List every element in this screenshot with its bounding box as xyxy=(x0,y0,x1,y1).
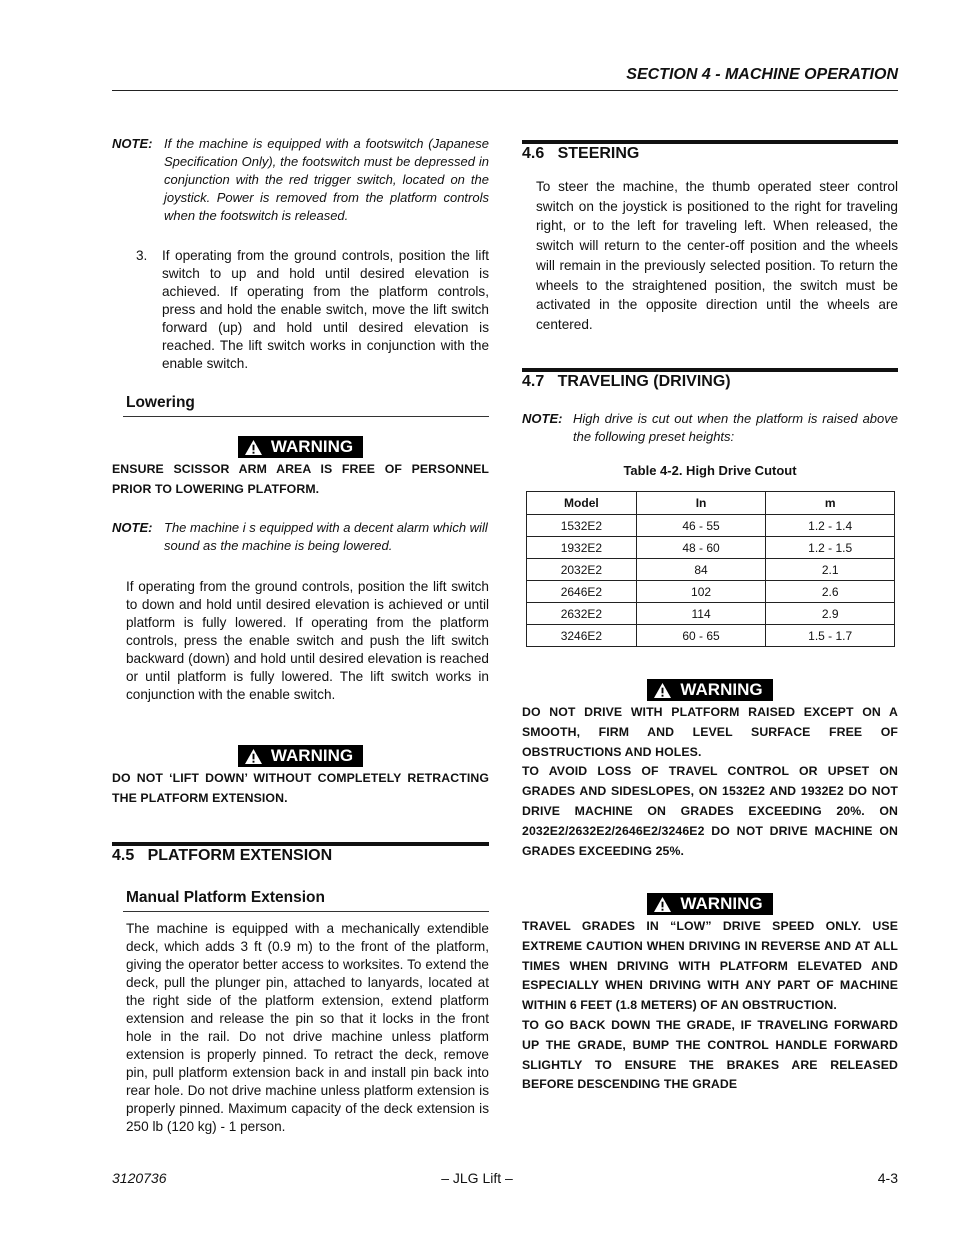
table-cell: 102 xyxy=(636,581,766,603)
section-4-7-heading: 4.7 TRAVELING (DRIVING) xyxy=(522,373,731,390)
step-3 xyxy=(136,247,489,373)
table-cell: 2632E2 xyxy=(527,603,637,625)
table-row xyxy=(527,625,895,647)
note-alarm xyxy=(112,519,489,555)
warning-paragraph: TO GO BACK DOWN THE GRADE, IF TRAVELING FORWARD UP THE GRADE, BUMP THE CONTROL HANDLE FORWARD SLIGHTLY TO ENSURE THE BRAKES ARE RELEASED BEFORE DESCENDING THE GRADE xyxy=(522,1017,898,1092)
section-4-5-rule xyxy=(112,842,489,846)
table-cell: 1932E2 xyxy=(527,537,637,559)
header-rule xyxy=(112,90,898,91)
note-label: NOTE: xyxy=(112,136,153,151)
table-header-cell: Model xyxy=(527,492,637,515)
warning-text-2: DO NOT ‘LIFT DOWN’ WITHOUT COMPLETELY RETRACTING THE PLATFORM EXTENSION. xyxy=(112,771,489,805)
table-cell: 60 - 65 xyxy=(636,625,766,647)
warning-banner-3 xyxy=(522,679,898,701)
section-header-title: SECTION 4 - MACHINE OPERATION xyxy=(626,66,898,83)
warning-triangle-icon xyxy=(653,896,672,913)
steering-paragraph: To steer the machine, the thumb operated steer control switch on the joystick is positioned to the right for traveling right, or to the left for traveling left. When released, the switch will return to the center-off position and the wheels will remain in the previously selected position. To return the wheels to the straightened position, the switch must be activated in the opposite direction until the wheels are centered. xyxy=(536,179,898,332)
note-high-drive xyxy=(522,410,898,446)
high-drive-cutout-table xyxy=(526,491,895,647)
table-header-cell: m xyxy=(766,492,895,515)
table-cell: 2646E2 xyxy=(527,581,637,603)
note-text: If the machine is equipped with a footswitch (Japanese Specification Only), the footswitch must be depressed in conjunction with the red trigger switch, located on the joystick. Power is removed from the platform controls when the footswitch is released. xyxy=(164,136,489,223)
note-text: The machine i s equipped with a decent alarm which will sound as the machine is being lowered. xyxy=(164,520,488,553)
footer-doc-number: 3120736 xyxy=(112,1170,167,1186)
note-label: NOTE: xyxy=(112,520,153,535)
footer-center: – JLG Lift – xyxy=(441,1170,513,1186)
note-label: NOTE: xyxy=(522,411,563,426)
table-header-row xyxy=(527,492,895,515)
note-text: High drive is cut out when the platform is raised above the following preset heights: xyxy=(573,411,898,444)
lowering-heading: Lowering xyxy=(126,394,195,411)
table-cell: 2.1 xyxy=(766,559,895,581)
step-number: 3. xyxy=(136,248,148,263)
table-cell: 1.2 - 1.5 xyxy=(766,537,895,559)
table-cell: 3246E2 xyxy=(527,625,637,647)
warning-paragraph: DO NOT DRIVE WITH PLATFORM RAISED EXCEPT ON A SMOOTH, FIRM AND LEVEL SURFACE FREE OF OBSTRUCTIONS AND HOLES. xyxy=(522,705,898,759)
note-footswitch xyxy=(112,135,489,225)
warning-label: WARNING xyxy=(680,680,763,699)
lowering-paragraph: If operating from the ground controls, position the lift switch to down and hold until desired elevation is achieved or until platform is fully lowered. If operating from the platform controls, press the enable switch and push the lift switch backward (down) and hold until desired elevation is reached or until platform is fully lowered. The lift switch works in conjunction with the enable switch. xyxy=(126,579,489,702)
warning-label: WARNING xyxy=(680,894,763,913)
table-cell: 48 - 60 xyxy=(636,537,766,559)
table-row xyxy=(527,603,895,625)
warning-banner-1 xyxy=(112,436,489,458)
table-cell: 1.5 - 1.7 xyxy=(766,625,895,647)
warning-text-3 xyxy=(522,703,898,861)
warning-triangle-icon xyxy=(244,748,263,765)
table-row xyxy=(527,581,895,603)
table-cell: 1532E2 xyxy=(527,515,637,537)
table-cell: 114 xyxy=(636,603,766,625)
table-row xyxy=(527,537,895,559)
section-4-7-rule xyxy=(522,368,898,372)
table-cell: 2.9 xyxy=(766,603,895,625)
table-cell: 46 - 55 xyxy=(636,515,766,537)
footer-page-number: 4-3 xyxy=(877,1170,898,1186)
table-cell: 2032E2 xyxy=(527,559,637,581)
lowering-rule xyxy=(123,416,489,417)
section-4-5-heading: 4.5 PLATFORM EXTENSION xyxy=(112,847,333,864)
warning-text-4 xyxy=(522,917,898,1095)
manual-extension-heading: Manual Platform Extension xyxy=(126,889,325,906)
step-text: If operating from the ground controls, position the lift switch to up and hold until desired elevation is achieved. If operating from the platform controls, press and hold the enable switch, move the lift switch forward (up) and hold until desired elevation is reached. The lift switch works in conjunction with the enable switch. xyxy=(162,248,489,371)
warning-label: WARNING xyxy=(270,746,354,765)
table-cell: 2.6 xyxy=(766,581,895,603)
manual-extension-paragraph: The machine is equipped with a mechanically extendible deck, which adds 3 ft (0.9 m) to the front of the platform, giving the operator better access to worksites. To extend the deck, pull the plunger pin, attached to lanyards, located at the right side of the platform extension, extend platform extension and release the pin so that it locks in the front hole in the rail. Do not drive machine unless platform extension is properly pinned. To retract the deck, remove pin, pull platform extension back in and install pin back into rear hole. Do not drive machine unless platform extension is properly pinned. Maximum capacity of the deck extension is 250 lb (120 kg) - 1 person. xyxy=(126,921,489,1134)
table-row xyxy=(527,515,895,537)
table-row xyxy=(527,559,895,581)
warning-text-1: ENSURE SCISSOR ARM AREA IS FREE OF PERSONNEL PRIOR TO LOWERING PLATFORM. xyxy=(112,462,489,496)
table-cell: 84 xyxy=(636,559,766,581)
warning-label: WARNING xyxy=(270,437,354,456)
section-4-6-rule xyxy=(522,140,898,144)
warning-triangle-icon xyxy=(653,682,672,699)
warning-banner-4 xyxy=(522,893,898,915)
section-4-6-heading: 4.6 STEERING xyxy=(522,145,640,162)
table-header-cell: In xyxy=(636,492,766,515)
manual-extension-rule xyxy=(123,911,489,912)
warning-triangle-icon xyxy=(244,439,263,456)
warning-banner-2 xyxy=(112,745,489,767)
warning-paragraph: TO AVOID LOSS OF TRAVEL CONTROL OR UPSET ON GRADES AND SIDESLOPES, ON 1532E2 AND 1932E2 DO NOT DRIVE MACHINE ON GRADES EXCEEDING 20%. ON 2032E2/2632E2/2646E2/3246E2 DO NOT DRIVE MACHINE ON GRADES EXCEEDING 25%. xyxy=(522,764,898,858)
warning-paragraph: TRAVEL GRADES IN “LOW” DRIVE SPEED ONLY. USE EXTREME CAUTION WHEN DRIVING IN REVERSE AND AT ALL TIMES WHEN DRIVING WITH PLATFORM ELEVATED AND ESPECIALLY WHEN DRIVING WITH ANY PART OF MACHINE WITHIN 6 FEET (1.8 METERS) OF AN OBSTRUCTION. xyxy=(522,919,898,1013)
table-title: Table 4-2. High Drive Cutout xyxy=(623,463,797,478)
table-cell: 1.2 - 1.4 xyxy=(766,515,895,537)
